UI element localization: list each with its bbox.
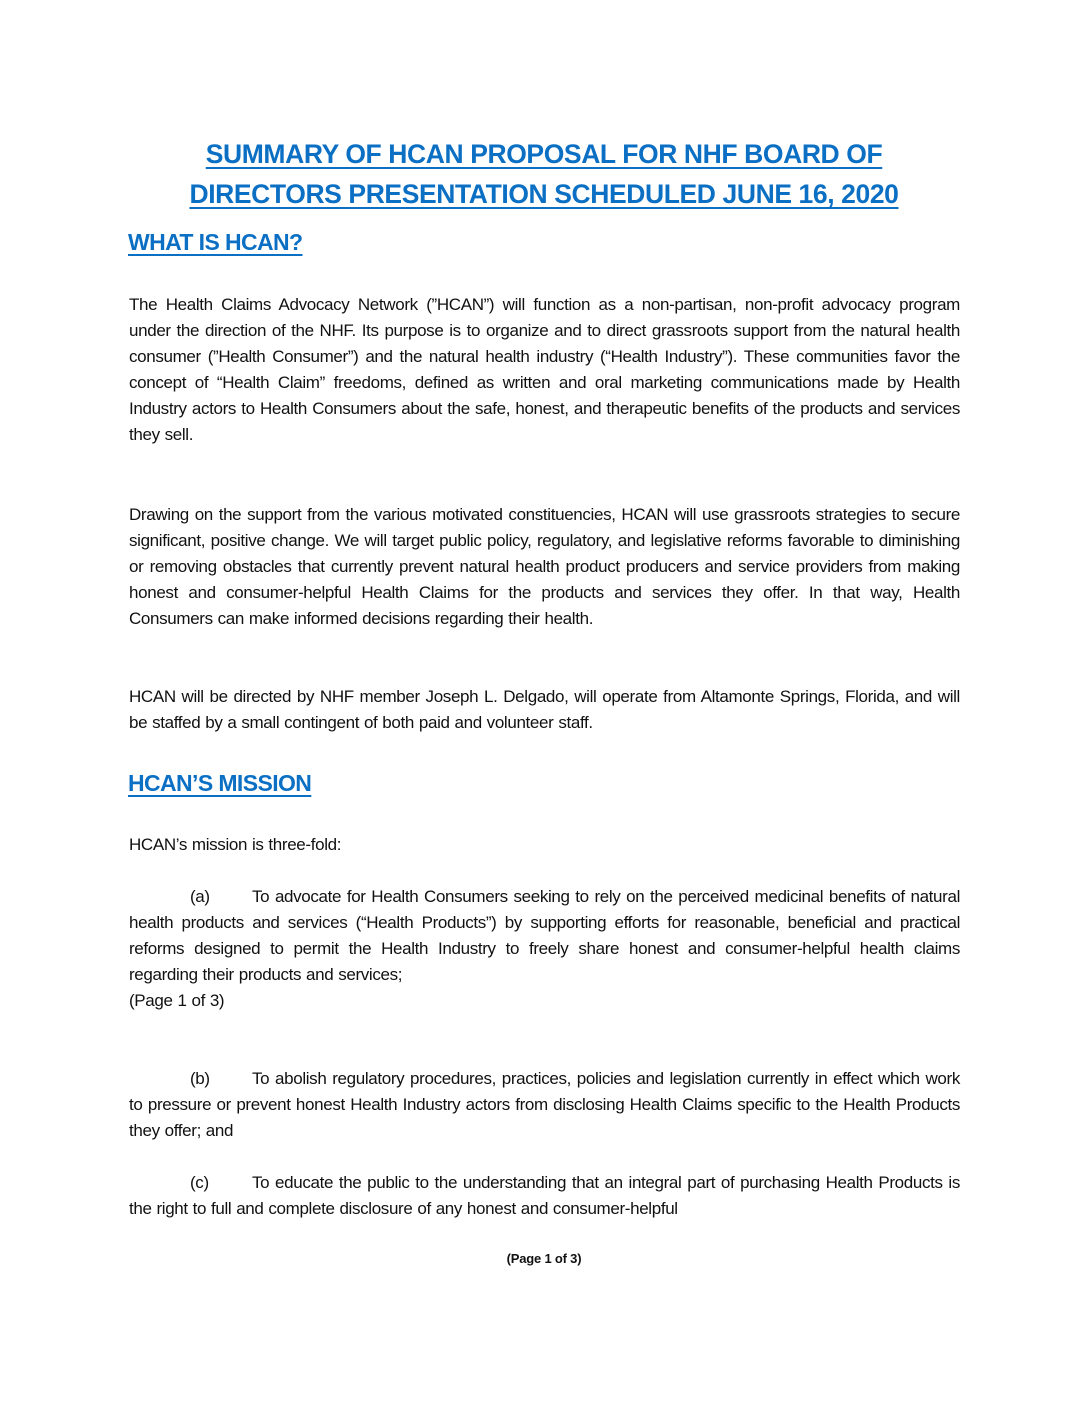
section-heading-what-is-hcan: WHAT IS HCAN?: [128, 229, 303, 255]
document-title: [100, 134, 988, 214]
title-line-1: SUMMARY OF HCAN PROPOSAL FOR NHF BOARD OF: [205, 139, 883, 169]
mission-item-a-text: To advocate for Health Consumers seeking to rely on the perceived medicinal benefits of natural health products and services (“Health Products”) by supporting efforts for reasonable, beneficial and practical reforms designed to permit the Health Industry to freely share honest and consumer-helpful health claims regarding their products and services;: [129, 887, 960, 984]
section-heading-hcan-mission: HCAN’S MISSION: [128, 770, 312, 796]
mission-item-c-marker: (c): [190, 1173, 209, 1192]
mission-item-c-text: To educate the public to the understanding that an integral part of purchasing Health Products is the right to full and complete disclosure of any honest and consumer-helpful: [129, 1173, 960, 1218]
mission-item-c: [129, 1170, 960, 1222]
mission-item-b-marker: (b): [190, 1069, 210, 1088]
mission-intro: HCAN’s mission is three-fold:: [129, 835, 342, 854]
mission-item-a-marker: (a): [190, 887, 210, 906]
paragraph-hcan-direction: HCAN will be directed by NHF member Joseph L. Delgado, will operate from Altamonte Springs, Florida, and will be staffed by a small contingent of both paid and volunteer staff.: [129, 687, 960, 732]
mission-item-a: [129, 884, 960, 988]
mission-item-b: [129, 1066, 960, 1144]
page-footer: (Page 1 of 3): [506, 1251, 582, 1266]
mission-item-b-text: To abolish regulatory procedures, practices, policies and legislation currently in effect which work to pressure or prevent honest Health Industry actors from disclosing Health Claims specific to the Health Products they offer; and: [129, 1069, 960, 1140]
paragraph-hcan-definition: The Health Claims Advocacy Network (”HCAN”) will function as a non-partisan, non-profit advocacy program under the direction of the NHF. Its purpose is to organize and to direct grassroots support from the natural health consumer (”Health Consumer”) and the natural health industry (“Health Industry”). These communities favor the concept of “Health Claim” freedoms, defined as written and oral marketing communications made by Health Industry actors to Health Consumers about the safe, honest, and therapeutic benefits of the products and services they sell.: [129, 295, 960, 444]
inline-page-note: (Page 1 of 3): [129, 991, 225, 1010]
paragraph-grassroots-strategies: Drawing on the support from the various motivated constituencies, HCAN will use grassroots strategies to secure significant, positive change. We will target public policy, regulatory, and legislative reforms favorable to diminishing or removing obstacles that currently prevent natural health product producers and service providers from making honest and consumer-helpful Health Claims for the products and services they offer. In that way, Health Consumers can make informed decisions regarding their health.: [129, 505, 960, 628]
title-line-2: DIRECTORS PRESENTATION SCHEDULED JUNE 16, 2020: [189, 179, 899, 209]
